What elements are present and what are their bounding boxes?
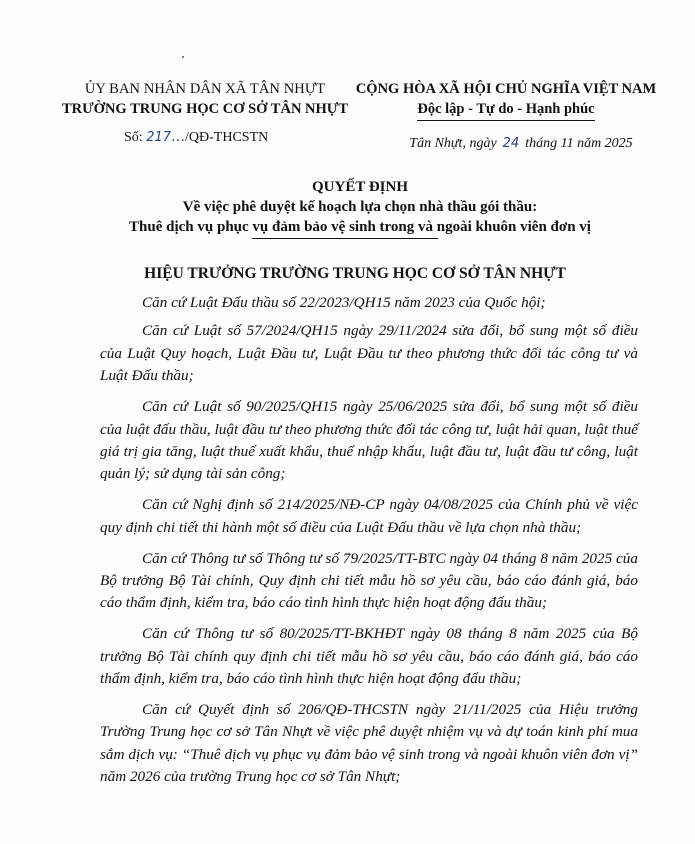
- date-suffix: tháng 11 năm 2025: [525, 136, 633, 151]
- decision-number: [60, 127, 350, 149]
- title-subject-line-1: Về việc phê duyệt kế hoạch lựa chọn nhà thầu gói thầu:: [182, 199, 538, 215]
- paragraph: Căn cứ Thông tư số 80/2025/TT-BKHĐT ngày 08 tháng 8 năm 2025 của Bộ trưởng Bộ Tài chính quy định chi tiết mẫu hồ sơ yêu cầu, báo cáo đánh giá, báo cáo thẩm định, kiểm tra, báo cáo tình hình thực hiện hoạt động đấu thầu;: [100, 625, 638, 688]
- principal-heading: HIỆU TRƯỞNG TRƯỜNG TRUNG HỌC CƠ SỞ TÂN NHỰT: [144, 265, 566, 282]
- paragraph: Căn cứ Luật số 57/2024/QH15 ngày 29/11/2024 sửa đổi, bổ sung một số điều của Luật Quy hoạch, Luật Đầu tư, Luật Đầu tư theo phương thức đối tác công tư và Luật Đấu thầu;: [100, 322, 638, 385]
- agency-name: ỦY BAN NHÂN DÂN XÃ TÂN NHỰT: [84, 81, 326, 97]
- decision-title: [60, 177, 660, 237]
- title-subject-line-2: Thuê dịch vụ phục vụ đảm bảo vệ sinh trong và ngoài khuôn viên đơn vị: [129, 219, 591, 235]
- paragraph: Căn cứ Thông tư số Thông tư số 79/2025/TT-BTC ngày 04 tháng 8 năm 2025 của Bộ trưởng Bộ Tài chính, Quy định chi tiết mẫu hồ sơ yêu cầu, báo cáo đánh giá, báo cáo thẩm định, kiểm tra, báo cáo tình hình thực hiện hoạt động đấu thầu;: [100, 549, 638, 612]
- handwritten-day: 24: [502, 136, 520, 151]
- nation-name: CỘNG HÒA XÃ HỘI CHỦ NGHĨA VIỆT NAM: [355, 81, 657, 97]
- legal-basis: [100, 292, 638, 797]
- school-name: TRƯỜNG TRUNG HỌC CƠ SỞ TÂN NHỰT: [62, 101, 348, 117]
- number-suffix: …/QĐ-THCSTN: [171, 130, 269, 145]
- scan-speck: [182, 56, 184, 58]
- issue-date: [350, 133, 662, 155]
- number-prefix: Số:: [124, 130, 147, 145]
- header-right: [350, 80, 662, 155]
- paragraph: Căn cứ Luật Đấu thầu số 22/2023/QH15 năm 2023 của Quốc hội;: [142, 294, 546, 311]
- title-underline: [252, 238, 438, 239]
- title-heading: QUYẾT ĐỊNH: [312, 179, 408, 195]
- national-motto: Độc lập - Tự do - Hạnh phúc: [417, 99, 594, 121]
- header-left: [60, 80, 350, 149]
- handwritten-number: 217: [146, 130, 172, 145]
- paragraph: Căn cứ Quyết định số 206/QĐ-THCSTN ngày 21/11/2025 của Hiệu trưởng Trường Trung học cơ sở Tân Nhựt về việc phê duyệt nhiệm vụ và dự toán kinh phí mua sắm dịch vụ: “Thuê dịch vụ phục vụ đảm bảo vệ sinh trong và ngoài khuôn viên đơn vị” năm 2026 của trường Trung học cơ sở Tân Nhựt;: [100, 701, 638, 786]
- paragraph: Căn cứ Nghị định số 214/2025/NĐ-CP ngày 04/08/2025 của Chính phủ về việc quy định chi tiết thi hành một số điều của Luật Đấu thầu về lựa chọn nhà thầu;: [100, 496, 638, 536]
- paragraph: Căn cứ Luật số 90/2025/QH15 ngày 25/06/2025 sửa đổi, bổ sung một số điều của luật đấu thầu, luật đầu tư theo phương thức đối tác công tư, luật hải quan, luật thuế giá trị gia tăng, luật thuế xuất khẩu, thuế nhập khẩu, luật đầu tư, luật đầu tư công, luật quản lý; sử dụng tài sản công;: [100, 398, 638, 483]
- date-prefix: Tân Nhựt, ngày: [409, 136, 497, 151]
